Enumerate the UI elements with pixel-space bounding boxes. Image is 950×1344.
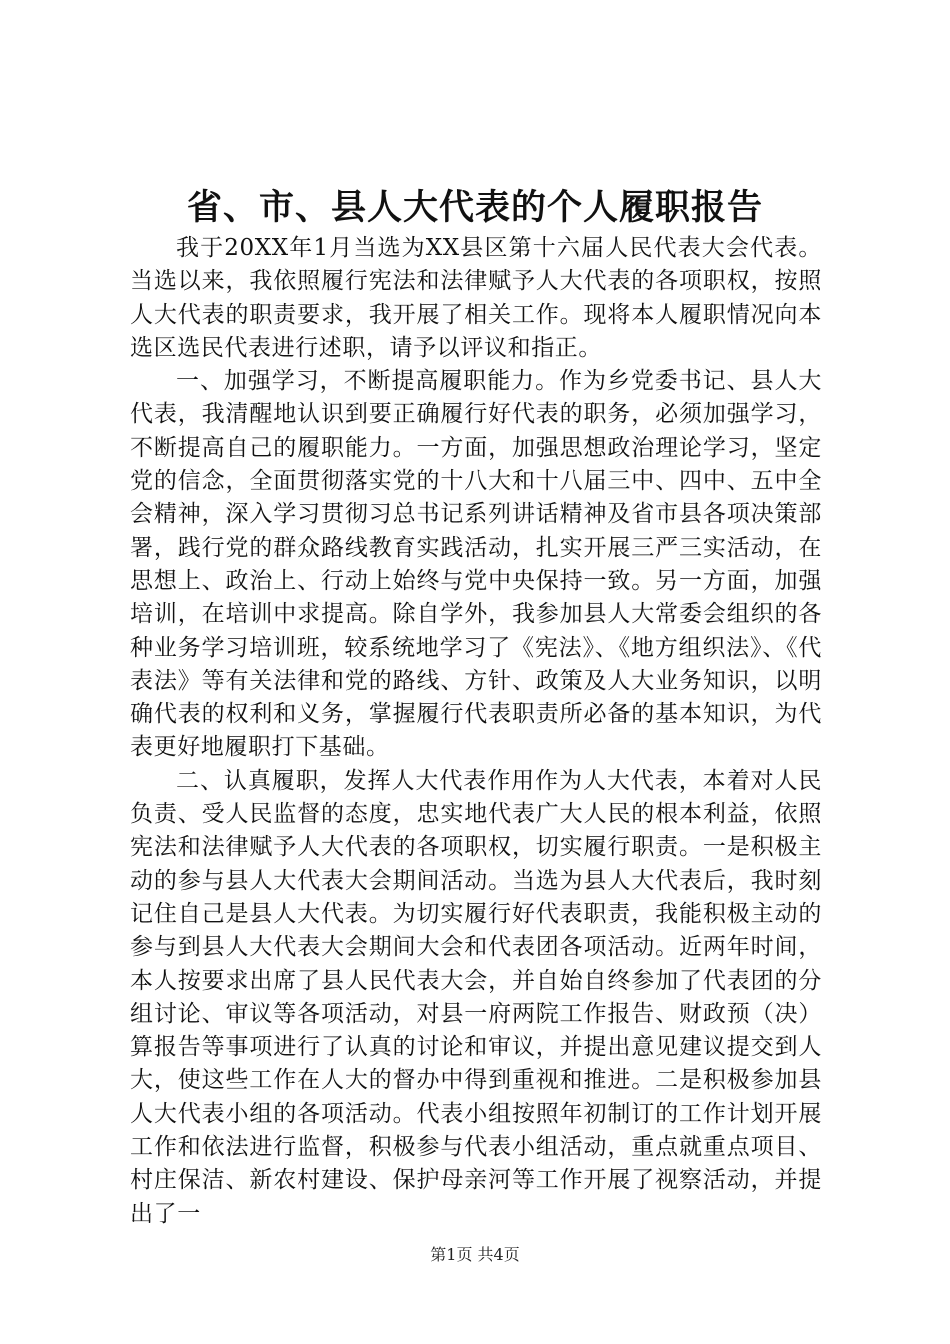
paragraph-section-one: 一、加强学习，不断提高履职能力。作为乡党委书记、县人大代表，我清醒地认识到要正确履行好代表的职务，必须加强学习，不断提高自己的履职能力。一方面，加强思想政治理论学习，坚定党的信念，全面贯彻落实党的十八大和十八届三中、四中、五中全会精神，深入学习贯彻习总书记系列讲话精神及省市县各项决策部署，践行党的群众路线教育实践活动，扎实开展三严三实活动，在思想上、政治上、行动上始终与党中央保持一致。另一方面，加强培训，在培训中求提高。除自学外，我参加县人大常委会组织的各种业务学习培训班，较系统地学习了《宪法》、《地方组织法》、《代表法》等有关法律和党的路线、方针、政策及人大业务知识，以明确代表的权利和义务，掌握履行代表职责所必备的基本知识，为代表更好地履职打下基础。 xyxy=(130,368,822,761)
document-body xyxy=(130,232,822,1231)
paragraph-section-two: 二、认真履职，发挥人大代表作用作为人大代表，本着对人民负责、受人民监督的态度，忠实地代表广大人民的根本利益，依照宪法和法律赋予人大代表的各项职权，切实履行职责。一是积极主动的参与县人大代表大会期间活动。当选为县人大代表后，我时刻记住自己是县人大代表。为切实履行好代表职责，我能积极主动的参与到县人大代表大会期间大会和代表团各项活动。近两年时间，本人按要求出席了县人民代表大会，并自始自终参加了代表团的分组讨论、审议等各项活动，对县一府两院工作报告、财政预（决）算报告等事项进行了认真的讨论和审议，并提出意见建议提交到人大，使这些工作在人大的督办中得到重视和推进。二是积极参加县人大代表小组的各项活动。代表小组按照年初制订的工作计划开展工作和依法进行监督，积极参与代表小组活动，重点就重点项目、村庄保洁、新农村建设、保护母亲河等工作开展了视察活动，并提出了一 xyxy=(130,767,822,1227)
document-title: 省、市、县人大代表的个人履职报告 xyxy=(186,187,763,228)
paragraph-intro: 我于20XX年1月当选为XX县区第十六届人民代表大会代表。当选以来，我依照履行宪法和法律赋予人大代表的各项职权，按照人大代表的职责要求，我开展了相关工作。现将本人履职情况向本选区选民代表进行述职，请予以评议和指正。 xyxy=(130,235,822,361)
page-number-footer: 第1页 共4页 xyxy=(430,1245,520,1264)
